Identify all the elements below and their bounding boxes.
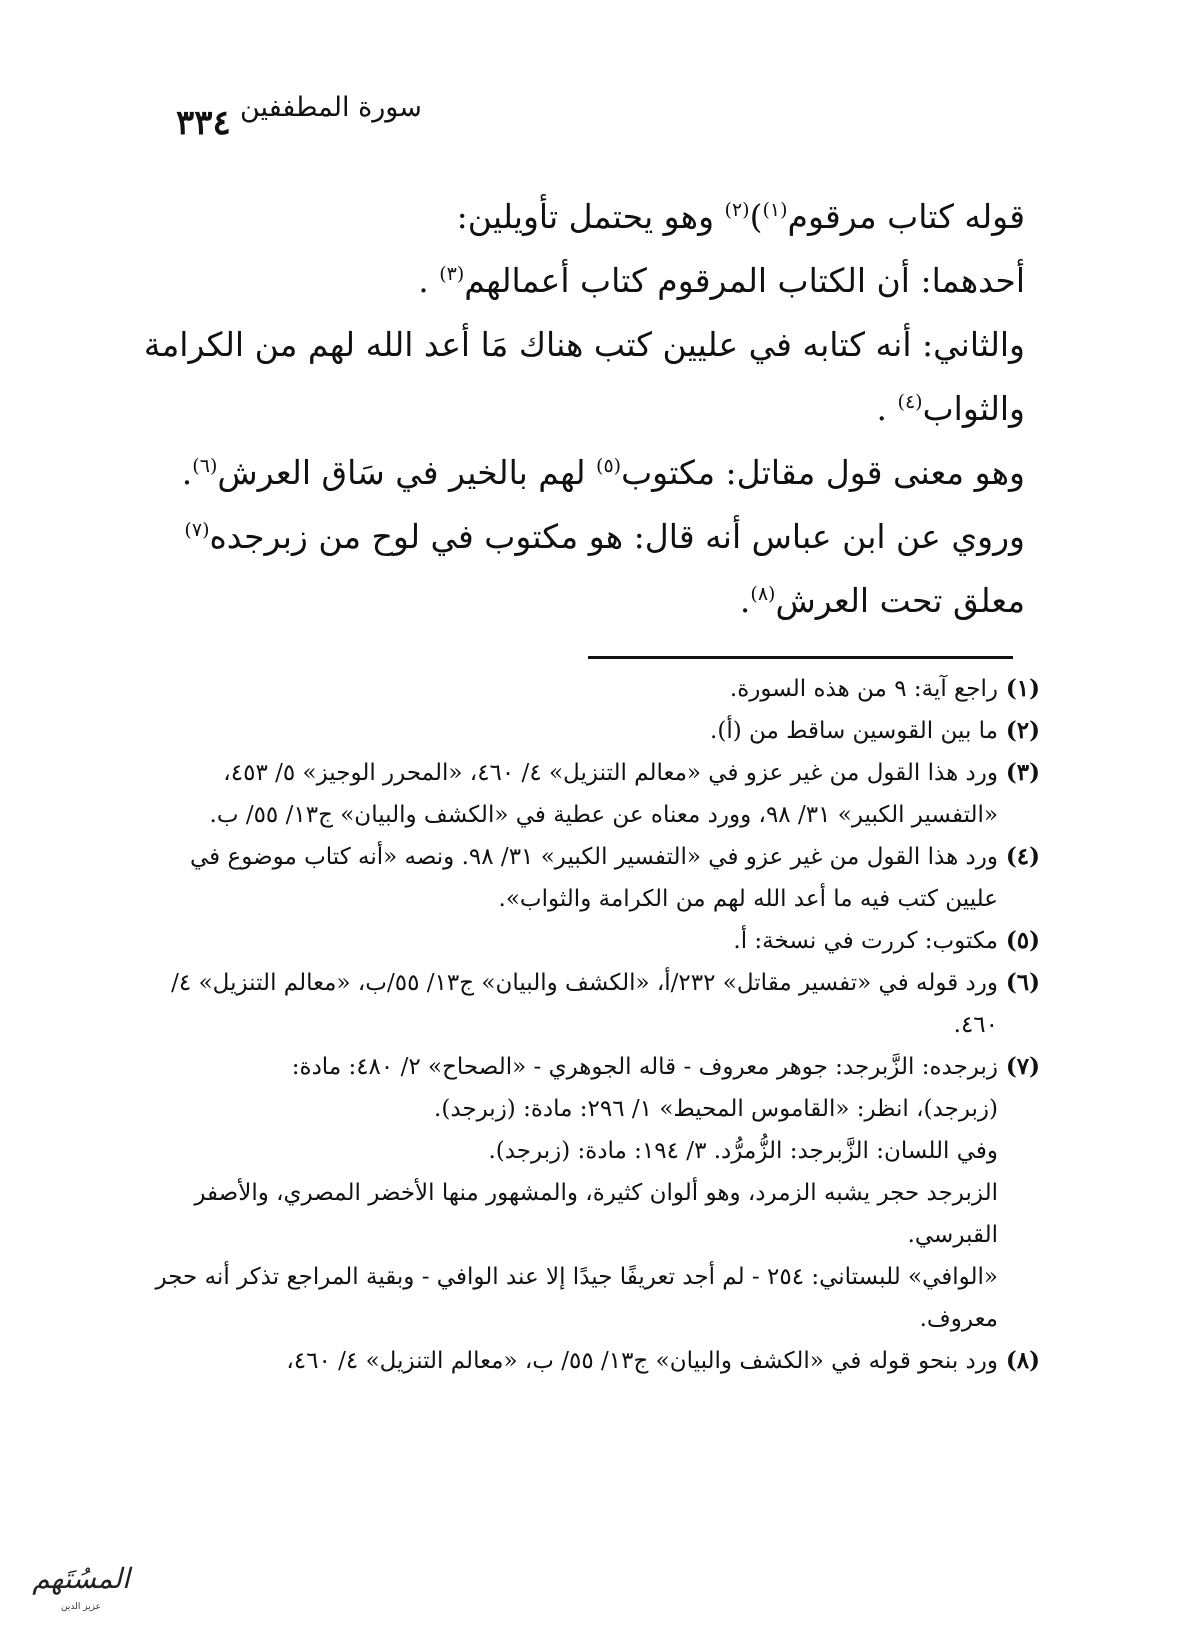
seal-label: المسُتَهم bbox=[32, 1562, 130, 1595]
main-text bbox=[140, 185, 1025, 633]
footnote-text: الزبرجد حجر يشبه الزمرد، وهو ألوان كثيرة، والمشهور منها الأخضر المصري، والأصفر القبرسي. bbox=[194, 1180, 998, 1248]
footnote-text: زبرجده: الزَّبرجد: جوهر معروف - قاله الجوهري - «الصحاح» ٢/ ٤٨٠: مادة: bbox=[291, 1054, 998, 1080]
footnote-text: ورد هذا القول من غير عزو في «التفسير الكبير» ٣١/ ٩٨. ونصه «أنه كتاب موضوع في عليين كتب فيه ما أعد الله لهم من الكرامة والثواب». bbox=[190, 844, 998, 912]
text-run: . bbox=[739, 581, 751, 620]
footnote-5 bbox=[140, 920, 1040, 962]
footnote-text: ورد هذا القول من غير عزو في «معالم التنزيل» ٤/ ٤٦٠، «المحرر الوجيز» ٥/ ٤٥٣، «التفسير الكبير» ٣١/ ٩٨، وورد معناه عن عطية في «الكشف والبيان» ج١٣/ ٥٥/ ب. bbox=[209, 760, 998, 828]
page-number: ٣٣٤ bbox=[176, 103, 231, 143]
text-run: أحدهما: أن الكتاب المرقوم كتاب أعمالهم bbox=[464, 261, 1025, 300]
text-run: قوله كتاب مرقوم bbox=[787, 197, 1025, 236]
text-run: ) bbox=[749, 197, 763, 236]
footnote-7 bbox=[140, 1046, 1040, 1340]
text-run: لهم بالخير في سَاق العرش bbox=[217, 453, 597, 492]
paragraph bbox=[140, 313, 1025, 441]
footnote-text: ما بين القوسين ساقط من (أ). bbox=[710, 718, 998, 744]
footnote-1 bbox=[140, 668, 1040, 710]
footnote-text: راجع آية: ٩ من هذه السورة. bbox=[729, 676, 998, 702]
footnote-8 bbox=[140, 1340, 1040, 1382]
footnote-ref[interactable]: (٦) bbox=[192, 455, 218, 477]
paragraph bbox=[140, 441, 1025, 505]
footnote-number: (٨) bbox=[1005, 1347, 1040, 1374]
paragraph bbox=[140, 249, 1025, 313]
footnote-number: (٤) bbox=[1005, 843, 1040, 870]
footnote-number: (٧) bbox=[1005, 1053, 1040, 1080]
text-run: . bbox=[181, 453, 193, 492]
text-run: . bbox=[418, 261, 440, 300]
footnote-4 bbox=[140, 836, 1040, 920]
surah-title: سورة المطففين bbox=[240, 92, 422, 123]
footnote-ref[interactable]: (٣) bbox=[439, 263, 465, 285]
footnote-text: وفي اللسان: الزَّبرجد: الزُّمرُّد. ٣/ ١٩٤: مادة: (زبرجد). bbox=[488, 1138, 998, 1164]
text-run: والثاني: أنه كتابه في عليين كتب هناك مَا أعد الله لهم من الكرامة والثواب bbox=[143, 325, 1025, 428]
paragraph bbox=[140, 185, 1025, 249]
paragraph bbox=[140, 505, 1025, 633]
text-run: وروي عن ابن عباس أنه قال: هو مكتوب في لوح من زبرجده bbox=[209, 517, 1025, 556]
footnote-divider bbox=[588, 656, 1013, 659]
footnote-3 bbox=[140, 752, 1040, 836]
footnote-number: (٢) bbox=[1005, 717, 1040, 744]
footnote-text: ورد قوله في «تفسير مقاتل» ٢٣٢/أ، «الكشف والبيان» ج١٣/ ٥٥/ب، «معالم التنزيل» ٤/ ٤٦٠. bbox=[171, 970, 998, 1038]
footnote-ref[interactable]: (٥) bbox=[596, 455, 622, 477]
footnote-text: ورد بنحو قوله في «الكشف والبيان» ج١٣/ ٥٥/ ب، «معالم التنزيل» ٤/ ٤٦٠، bbox=[286, 1348, 998, 1374]
footnote-number: (٦) bbox=[1005, 969, 1040, 996]
footnote-number: (٣) bbox=[1005, 759, 1040, 786]
footnote-2 bbox=[140, 710, 1040, 752]
text-run: . bbox=[876, 389, 898, 428]
footnote-text: مكتوب: كررت في نسخة: أ. bbox=[733, 928, 998, 954]
footnote-ref[interactable]: (٨) bbox=[750, 583, 776, 605]
footnote-text: (زبرجد)، انظر: «القاموس المحيط» ١/ ٢٩٦: مادة: (زبرجد). bbox=[434, 1096, 998, 1122]
footnote-ref[interactable]: (٤) bbox=[897, 391, 923, 413]
text-run: وهو يحتمل تأويلين: bbox=[456, 197, 725, 236]
footnote-6 bbox=[140, 962, 1040, 1046]
text-run: معلق تحت العرش bbox=[775, 581, 1025, 620]
footnote-number: (١) bbox=[1005, 675, 1040, 702]
seal-sub: عزيز الدين bbox=[61, 1602, 101, 1612]
footnote-text: «الوافي» للبستاني: ٢٥٤ - لم أجد تعريفًا جيدًا إلا عند الوافي - وبقية المراجع تذكر أنه حجر معروف. bbox=[155, 1264, 998, 1332]
footnote-number: (٥) bbox=[1005, 927, 1040, 954]
footnotes bbox=[140, 668, 1040, 1382]
footnote-ref[interactable]: (١) bbox=[762, 199, 788, 221]
publisher-seal-logo bbox=[6, 1562, 156, 1632]
text-run: وهو معنى قول مقاتل: مكتوب bbox=[621, 453, 1025, 492]
footnote-ref[interactable]: (٧) bbox=[184, 519, 210, 541]
footnote-ref[interactable]: (٢) bbox=[724, 199, 750, 221]
